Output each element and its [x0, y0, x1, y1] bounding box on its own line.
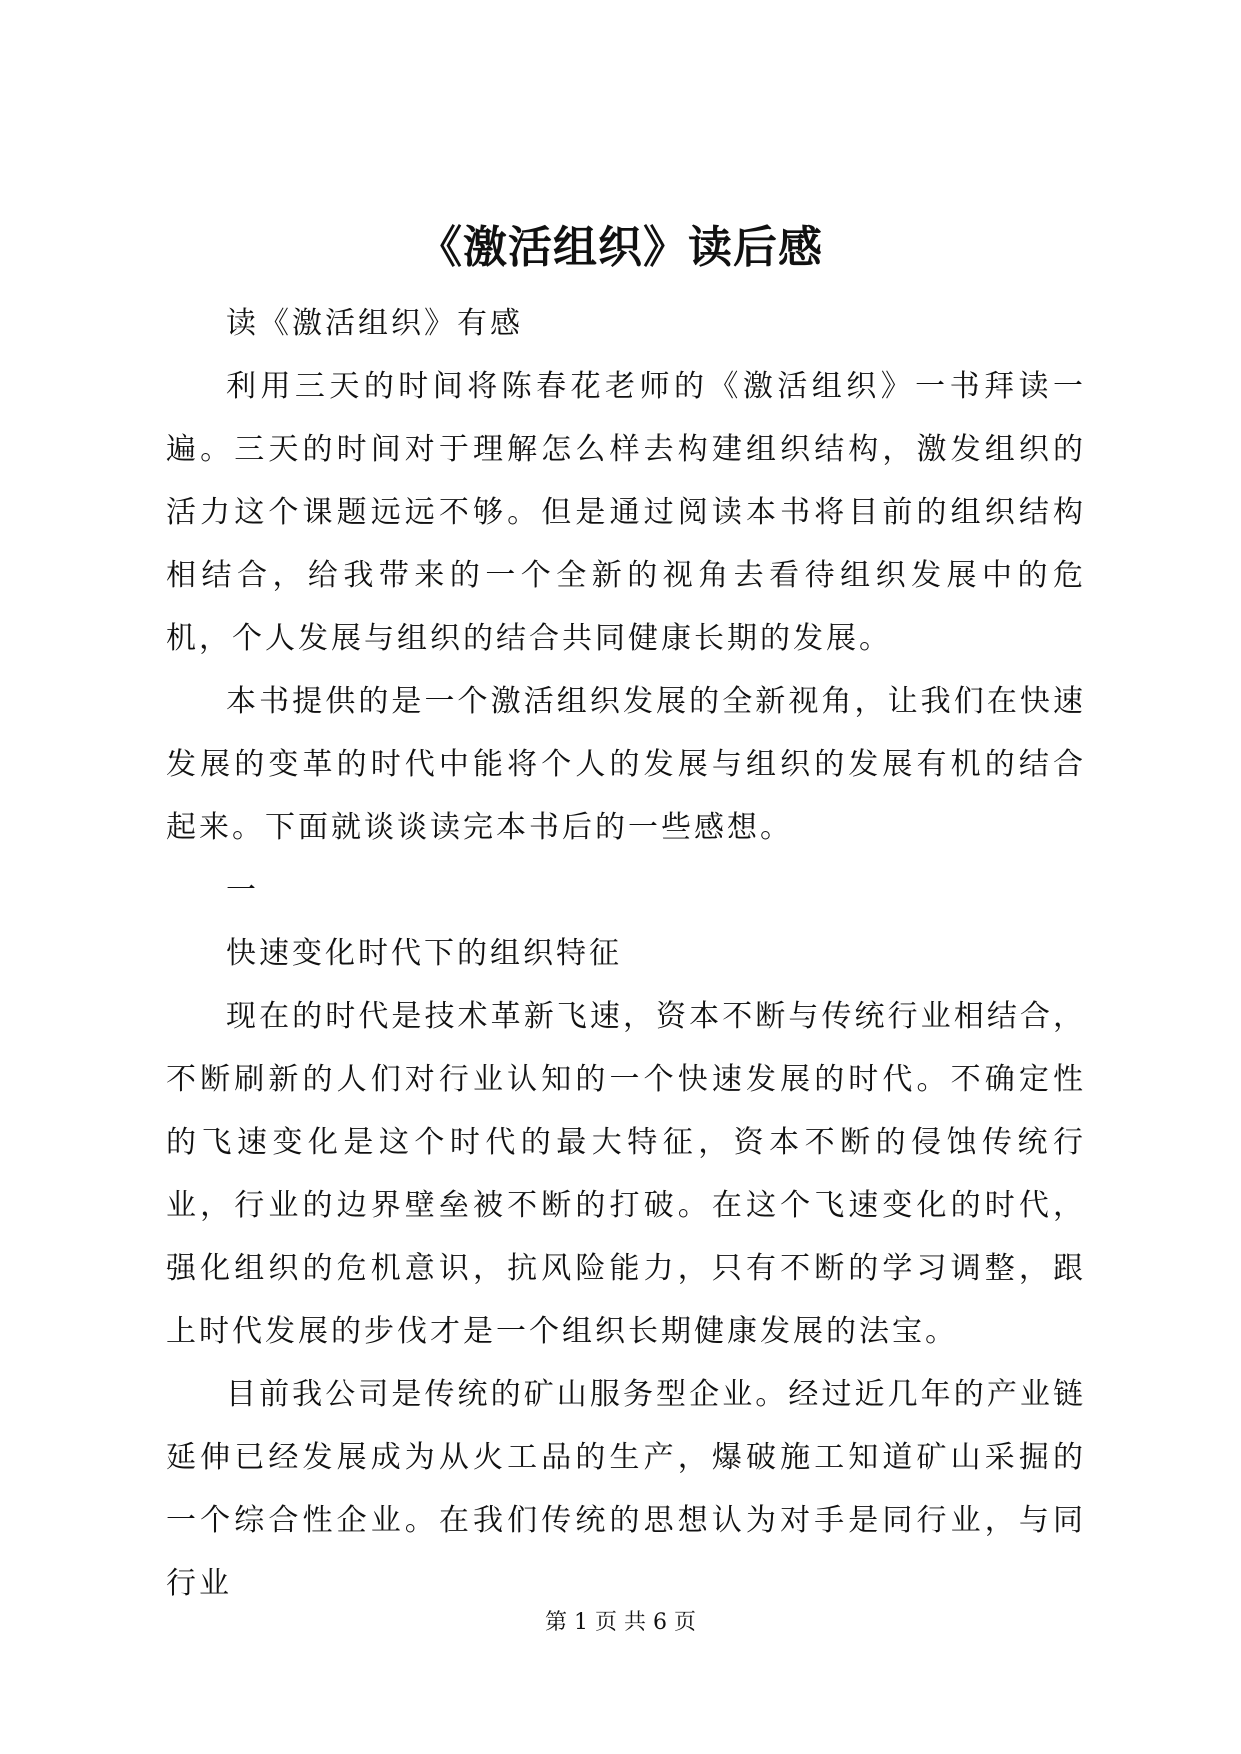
paragraph-subtitle: 读《激活组织》有感 [226, 306, 523, 341]
document-body [166, 292, 1086, 1615]
paragraph-company: 目前我公司是传统的矿山服务型企业。经过近几年的产业链延伸已经发展成为从火工品的生产，爆破施工知道矿山采掘的一个综合性企业。在我们传统的思想认为对手是同行业，与同行业 [166, 1377, 1086, 1601]
document-title: 《激活组织》读后感 [418, 222, 823, 273]
paragraph-book-perspective: 本书提供的是一个激活组织发展的全新视角，让我们在快速发展的变革的时代中能将个人的发展与组织的发展有机的结合起来。下面就谈谈读完本书后的一些感想。 [166, 684, 1086, 845]
paragraph-intro: 利用三天的时间将陈春花老师的《激活组织》一书拜读一遍。三天的时间对于理解怎么样去构建组织结构，激发组织的活力这个课题远远不够。但是通过阅读本书将目前的组织结构相结合，给我带来的一个全新的视角去看待组织发展中的危机，个人发展与组织的结合共同健康长期的发展。 [166, 369, 1086, 656]
section-heading: 快速变化时代下的组织特征 [226, 936, 622, 971]
page-footer: 第 1 页 共 6 页 [545, 1610, 696, 1635]
section-number: 一 [226, 873, 259, 908]
paragraph-era: 现在的时代是技术革新飞速，资本不断与传统行业相结合，不断刷新的人们对行业认知的一个快速发展的时代。不确定性的飞速变化是这个时代的最大特征，资本不断的侵蚀传统行业，行业的边界壁垒被不断的打破。在这个飞速变化的时代，强化组织的危机意识，抗风险能力，只有不断的学习调整，跟上时代发展的步伐才是一个组织长期健康发展的法宝。 [166, 999, 1086, 1349]
